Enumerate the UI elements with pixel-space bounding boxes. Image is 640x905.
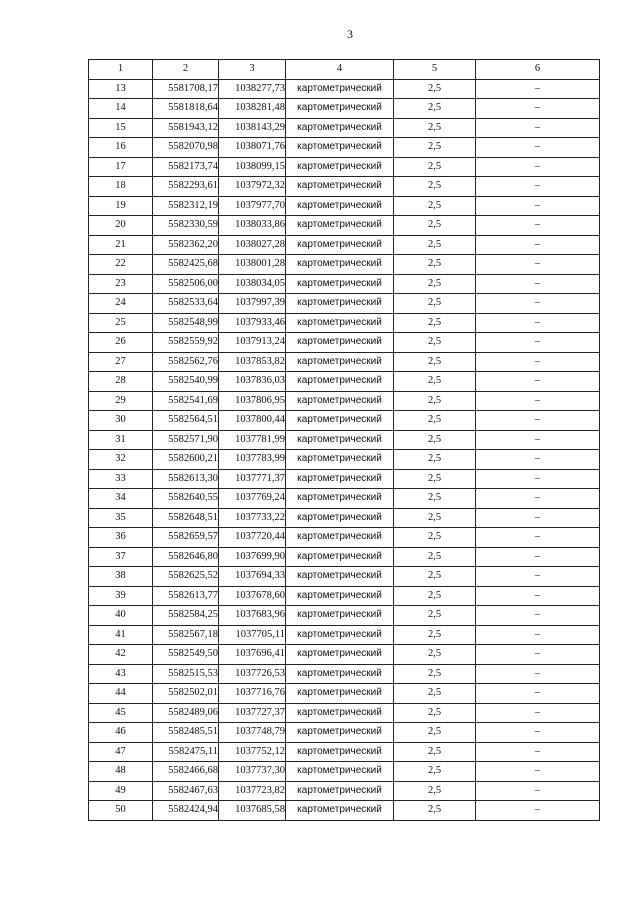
- coordinate-x-cell: 5582564,51: [153, 411, 219, 431]
- description-cell: –: [476, 801, 600, 821]
- coordinate-y-cell: 1037853,82: [219, 352, 286, 372]
- coordinate-y-cell: 1037972,32: [219, 177, 286, 197]
- table-row: [89, 586, 600, 606]
- description-cell: –: [476, 79, 600, 99]
- coordinate-x-cell: 5582425,68: [153, 255, 219, 275]
- coordinate-y-cell: 1038071,76: [219, 138, 286, 158]
- point-number-cell: 14: [89, 99, 153, 119]
- coordinate-x-cell: 5582549,50: [153, 645, 219, 665]
- table-row: [89, 703, 600, 723]
- method-cell: картометрический: [286, 625, 394, 645]
- coordinate-y-cell: 1037727,37: [219, 703, 286, 723]
- table-row: [89, 664, 600, 684]
- point-number-cell: 16: [89, 138, 153, 158]
- table-row: [89, 781, 600, 801]
- table-row: [89, 762, 600, 782]
- description-cell: –: [476, 99, 600, 119]
- table-row: [89, 645, 600, 665]
- method-cell: картометрический: [286, 723, 394, 743]
- table-row: [89, 138, 600, 158]
- accuracy-cell: 2,5: [394, 313, 476, 333]
- coordinate-y-cell: 1037783,99: [219, 450, 286, 470]
- method-cell: картометрический: [286, 528, 394, 548]
- description-cell: –: [476, 781, 600, 801]
- method-cell: картометрический: [286, 645, 394, 665]
- coordinate-y-cell: 1037977,70: [219, 196, 286, 216]
- description-cell: –: [476, 547, 600, 567]
- coordinate-x-cell: 5582485,51: [153, 723, 219, 743]
- table-row: [89, 489, 600, 509]
- table-row: [89, 352, 600, 372]
- table-row: [89, 411, 600, 431]
- coordinate-y-cell: 1037781,99: [219, 430, 286, 450]
- header-col-1: 1: [89, 60, 153, 80]
- description-cell: –: [476, 138, 600, 158]
- table-row: [89, 742, 600, 762]
- point-number-cell: 45: [89, 703, 153, 723]
- method-cell: картометрический: [286, 742, 394, 762]
- coordinate-y-cell: 1037933,46: [219, 313, 286, 333]
- description-cell: –: [476, 625, 600, 645]
- accuracy-cell: 2,5: [394, 216, 476, 236]
- method-cell: картометрический: [286, 235, 394, 255]
- description-cell: –: [476, 586, 600, 606]
- accuracy-cell: 2,5: [394, 625, 476, 645]
- method-cell: картометрический: [286, 469, 394, 489]
- description-cell: –: [476, 762, 600, 782]
- description-cell: –: [476, 703, 600, 723]
- coordinate-x-cell: 5582312,19: [153, 196, 219, 216]
- coordinate-y-cell: 1038281,48: [219, 99, 286, 119]
- point-number-cell: 35: [89, 508, 153, 528]
- method-cell: картометрический: [286, 294, 394, 314]
- accuracy-cell: 2,5: [394, 567, 476, 587]
- method-cell: картометрический: [286, 352, 394, 372]
- coordinate-y-cell: 1037716,76: [219, 684, 286, 704]
- table-row: [89, 723, 600, 743]
- accuracy-cell: 2,5: [394, 118, 476, 138]
- coordinate-x-cell: 5582541,69: [153, 391, 219, 411]
- description-cell: –: [476, 177, 600, 197]
- table-row: [89, 274, 600, 294]
- description-cell: –: [476, 333, 600, 353]
- point-number-cell: 27: [89, 352, 153, 372]
- point-number-cell: 44: [89, 684, 153, 704]
- coordinate-x-cell: 5582293,61: [153, 177, 219, 197]
- point-number-cell: 21: [89, 235, 153, 255]
- point-number-cell: 47: [89, 742, 153, 762]
- table-row: [89, 372, 600, 392]
- point-number-cell: 29: [89, 391, 153, 411]
- accuracy-cell: 2,5: [394, 274, 476, 294]
- coordinates-table: [88, 59, 600, 821]
- description-cell: –: [476, 508, 600, 528]
- description-cell: –: [476, 235, 600, 255]
- method-cell: картометрический: [286, 216, 394, 236]
- method-cell: картометрический: [286, 138, 394, 158]
- description-cell: –: [476, 118, 600, 138]
- coordinate-x-cell: 5581708,17: [153, 79, 219, 99]
- table-row: [89, 79, 600, 99]
- table-row: [89, 567, 600, 587]
- point-number-cell: 49: [89, 781, 153, 801]
- coordinate-y-cell: 1037685,58: [219, 801, 286, 821]
- description-cell: –: [476, 664, 600, 684]
- table-row: [89, 177, 600, 197]
- coordinate-y-cell: 1037737,30: [219, 762, 286, 782]
- description-cell: –: [476, 372, 600, 392]
- point-number-cell: 17: [89, 157, 153, 177]
- table-header: [89, 60, 600, 80]
- coordinate-x-cell: 5582070,98: [153, 138, 219, 158]
- accuracy-cell: 2,5: [394, 411, 476, 431]
- description-cell: –: [476, 294, 600, 314]
- accuracy-cell: 2,5: [394, 684, 476, 704]
- table-row: [89, 528, 600, 548]
- coordinate-x-cell: 5582362,20: [153, 235, 219, 255]
- coordinate-x-cell: 5582515,53: [153, 664, 219, 684]
- accuracy-cell: 2,5: [394, 528, 476, 548]
- coordinate-y-cell: 1038277,73: [219, 79, 286, 99]
- point-number-cell: 40: [89, 606, 153, 626]
- table-row: [89, 547, 600, 567]
- coordinate-x-cell: 5581943,12: [153, 118, 219, 138]
- coordinate-x-cell: 5582584,25: [153, 606, 219, 626]
- description-cell: –: [476, 274, 600, 294]
- table-row: [89, 469, 600, 489]
- method-cell: картометрический: [286, 333, 394, 353]
- coordinate-x-cell: 5582489,06: [153, 703, 219, 723]
- coordinate-x-cell: 5582467,63: [153, 781, 219, 801]
- point-number-cell: 26: [89, 333, 153, 353]
- description-cell: –: [476, 606, 600, 626]
- accuracy-cell: 2,5: [394, 177, 476, 197]
- coordinate-y-cell: 1038033,86: [219, 216, 286, 236]
- point-number-cell: 30: [89, 411, 153, 431]
- coordinate-x-cell: 5582540,99: [153, 372, 219, 392]
- accuracy-cell: 2,5: [394, 430, 476, 450]
- table-row: [89, 294, 600, 314]
- method-cell: картометрический: [286, 118, 394, 138]
- accuracy-cell: 2,5: [394, 196, 476, 216]
- table-row: [89, 606, 600, 626]
- coordinate-x-cell: 5581818,64: [153, 99, 219, 119]
- coordinate-y-cell: 1037748,79: [219, 723, 286, 743]
- table-row: [89, 216, 600, 236]
- method-cell: картометрический: [286, 801, 394, 821]
- point-number-cell: 31: [89, 430, 153, 450]
- coordinate-x-cell: 5582424,94: [153, 801, 219, 821]
- method-cell: картометрический: [286, 391, 394, 411]
- header-col-3: 3: [219, 60, 286, 80]
- point-number-cell: 20: [89, 216, 153, 236]
- table-row: [89, 196, 600, 216]
- accuracy-cell: 2,5: [394, 664, 476, 684]
- coordinate-y-cell: 1037733,22: [219, 508, 286, 528]
- method-cell: картометрический: [286, 313, 394, 333]
- header-row: [89, 60, 600, 80]
- table-row: [89, 313, 600, 333]
- header-col-6: 6: [476, 60, 600, 80]
- point-number-cell: 23: [89, 274, 153, 294]
- description-cell: –: [476, 352, 600, 372]
- coordinate-x-cell: 5582646,80: [153, 547, 219, 567]
- table-row: [89, 235, 600, 255]
- coordinate-x-cell: 5582659,57: [153, 528, 219, 548]
- coordinate-x-cell: 5582506,00: [153, 274, 219, 294]
- coordinate-x-cell: 5582548,99: [153, 313, 219, 333]
- accuracy-cell: 2,5: [394, 352, 476, 372]
- method-cell: картометрический: [286, 411, 394, 431]
- method-cell: картометрический: [286, 450, 394, 470]
- table-row: [89, 118, 600, 138]
- method-cell: картометрический: [286, 430, 394, 450]
- point-number-cell: 32: [89, 450, 153, 470]
- description-cell: –: [476, 742, 600, 762]
- coordinate-y-cell: 1037836,03: [219, 372, 286, 392]
- point-number-cell: 43: [89, 664, 153, 684]
- method-cell: картометрический: [286, 372, 394, 392]
- point-number-cell: 34: [89, 489, 153, 509]
- point-number-cell: 13: [89, 79, 153, 99]
- table-body: [89, 79, 600, 820]
- accuracy-cell: 2,5: [394, 450, 476, 470]
- coordinate-y-cell: 1038001,28: [219, 255, 286, 275]
- coordinate-y-cell: 1037683,96: [219, 606, 286, 626]
- accuracy-cell: 2,5: [394, 157, 476, 177]
- accuracy-cell: 2,5: [394, 333, 476, 353]
- accuracy-cell: 2,5: [394, 723, 476, 743]
- point-number-cell: 15: [89, 118, 153, 138]
- coordinate-y-cell: 1037752,12: [219, 742, 286, 762]
- method-cell: картометрический: [286, 177, 394, 197]
- table-row: [89, 450, 600, 470]
- coordinate-x-cell: 5582613,77: [153, 586, 219, 606]
- accuracy-cell: 2,5: [394, 762, 476, 782]
- description-cell: –: [476, 157, 600, 177]
- description-cell: –: [476, 255, 600, 275]
- point-number-cell: 33: [89, 469, 153, 489]
- accuracy-cell: 2,5: [394, 372, 476, 392]
- accuracy-cell: 2,5: [394, 138, 476, 158]
- table-row: [89, 333, 600, 353]
- coordinate-y-cell: 1038143,29: [219, 118, 286, 138]
- method-cell: картометрический: [286, 274, 394, 294]
- accuracy-cell: 2,5: [394, 586, 476, 606]
- accuracy-cell: 2,5: [394, 547, 476, 567]
- accuracy-cell: 2,5: [394, 703, 476, 723]
- method-cell: картометрический: [286, 99, 394, 119]
- point-number-cell: 36: [89, 528, 153, 548]
- description-cell: –: [476, 411, 600, 431]
- accuracy-cell: 2,5: [394, 391, 476, 411]
- coordinate-y-cell: 1037723,82: [219, 781, 286, 801]
- coordinate-x-cell: 5582502,01: [153, 684, 219, 704]
- description-cell: –: [476, 469, 600, 489]
- coordinate-x-cell: 5582600,21: [153, 450, 219, 470]
- description-cell: –: [476, 489, 600, 509]
- description-cell: –: [476, 430, 600, 450]
- point-number-cell: 22: [89, 255, 153, 275]
- description-cell: –: [476, 684, 600, 704]
- point-number-cell: 37: [89, 547, 153, 567]
- table-row: [89, 157, 600, 177]
- point-number-cell: 24: [89, 294, 153, 314]
- description-cell: –: [476, 567, 600, 587]
- method-cell: картометрический: [286, 489, 394, 509]
- coordinate-y-cell: 1037720,44: [219, 528, 286, 548]
- description-cell: –: [476, 196, 600, 216]
- coordinate-x-cell: 5582613,30: [153, 469, 219, 489]
- coordinate-y-cell: 1038027,28: [219, 235, 286, 255]
- description-cell: –: [476, 391, 600, 411]
- coordinate-y-cell: 1037997,39: [219, 294, 286, 314]
- method-cell: картометрический: [286, 684, 394, 704]
- coordinate-x-cell: 5582625,52: [153, 567, 219, 587]
- table-row: [89, 684, 600, 704]
- point-number-cell: 41: [89, 625, 153, 645]
- coordinate-x-cell: 5582466,68: [153, 762, 219, 782]
- method-cell: картометрический: [286, 157, 394, 177]
- accuracy-cell: 2,5: [394, 801, 476, 821]
- coordinate-y-cell: 1037678,60: [219, 586, 286, 606]
- table-row: [89, 391, 600, 411]
- coordinate-y-cell: 1037769,24: [219, 489, 286, 509]
- header-col-2: 2: [153, 60, 219, 80]
- point-number-cell: 19: [89, 196, 153, 216]
- accuracy-cell: 2,5: [394, 235, 476, 255]
- coordinate-x-cell: 5582559,92: [153, 333, 219, 353]
- method-cell: картометрический: [286, 567, 394, 587]
- point-number-cell: 50: [89, 801, 153, 821]
- point-number-cell: 28: [89, 372, 153, 392]
- coordinate-x-cell: 5582567,18: [153, 625, 219, 645]
- coordinate-x-cell: 5582475,11: [153, 742, 219, 762]
- method-cell: картометрический: [286, 664, 394, 684]
- coordinate-x-cell: 5582648,51: [153, 508, 219, 528]
- description-cell: –: [476, 645, 600, 665]
- accuracy-cell: 2,5: [394, 294, 476, 314]
- coordinate-x-cell: 5582562,76: [153, 352, 219, 372]
- table-row: [89, 99, 600, 119]
- method-cell: картометрический: [286, 586, 394, 606]
- description-cell: –: [476, 450, 600, 470]
- page-number: 3: [347, 27, 353, 41]
- description-cell: –: [476, 723, 600, 743]
- point-number-cell: 48: [89, 762, 153, 782]
- method-cell: картометрический: [286, 255, 394, 275]
- coordinate-y-cell: 1037771,37: [219, 469, 286, 489]
- accuracy-cell: 2,5: [394, 255, 476, 275]
- method-cell: картометрический: [286, 547, 394, 567]
- coordinate-y-cell: 1037694,33: [219, 567, 286, 587]
- coordinate-x-cell: 5582571,90: [153, 430, 219, 450]
- accuracy-cell: 2,5: [394, 508, 476, 528]
- description-cell: –: [476, 216, 600, 236]
- method-cell: картометрический: [286, 703, 394, 723]
- method-cell: картометрический: [286, 79, 394, 99]
- point-number-cell: 18: [89, 177, 153, 197]
- table-row: [89, 508, 600, 528]
- method-cell: картометрический: [286, 196, 394, 216]
- point-number-cell: 25: [89, 313, 153, 333]
- point-number-cell: 39: [89, 586, 153, 606]
- coordinate-x-cell: 5582330,59: [153, 216, 219, 236]
- coordinate-y-cell: 1037726,53: [219, 664, 286, 684]
- point-number-cell: 42: [89, 645, 153, 665]
- table-row: [89, 801, 600, 821]
- description-cell: –: [476, 313, 600, 333]
- method-cell: картометрический: [286, 762, 394, 782]
- coordinate-x-cell: 5582173,74: [153, 157, 219, 177]
- accuracy-cell: 2,5: [394, 99, 476, 119]
- table-row: [89, 430, 600, 450]
- coordinate-y-cell: 1037705,11: [219, 625, 286, 645]
- method-cell: картометрический: [286, 606, 394, 626]
- accuracy-cell: 2,5: [394, 781, 476, 801]
- accuracy-cell: 2,5: [394, 489, 476, 509]
- coordinate-y-cell: 1038099,15: [219, 157, 286, 177]
- accuracy-cell: 2,5: [394, 469, 476, 489]
- coordinate-x-cell: 5582533,64: [153, 294, 219, 314]
- table-row: [89, 625, 600, 645]
- table-row: [89, 255, 600, 275]
- accuracy-cell: 2,5: [394, 742, 476, 762]
- coordinate-y-cell: 1037699,90: [219, 547, 286, 567]
- method-cell: картометрический: [286, 781, 394, 801]
- coordinate-y-cell: 1038034,05: [219, 274, 286, 294]
- accuracy-cell: 2,5: [394, 606, 476, 626]
- accuracy-cell: 2,5: [394, 79, 476, 99]
- description-cell: –: [476, 528, 600, 548]
- method-cell: картометрический: [286, 508, 394, 528]
- header-col-5: 5: [394, 60, 476, 80]
- coordinate-y-cell: 1037696,41: [219, 645, 286, 665]
- header-col-4: 4: [286, 60, 394, 80]
- coordinate-y-cell: 1037913,24: [219, 333, 286, 353]
- coordinate-x-cell: 5582640,55: [153, 489, 219, 509]
- point-number-cell: 46: [89, 723, 153, 743]
- coordinate-y-cell: 1037800,44: [219, 411, 286, 431]
- point-number-cell: 38: [89, 567, 153, 587]
- coordinate-y-cell: 1037806,95: [219, 391, 286, 411]
- accuracy-cell: 2,5: [394, 645, 476, 665]
